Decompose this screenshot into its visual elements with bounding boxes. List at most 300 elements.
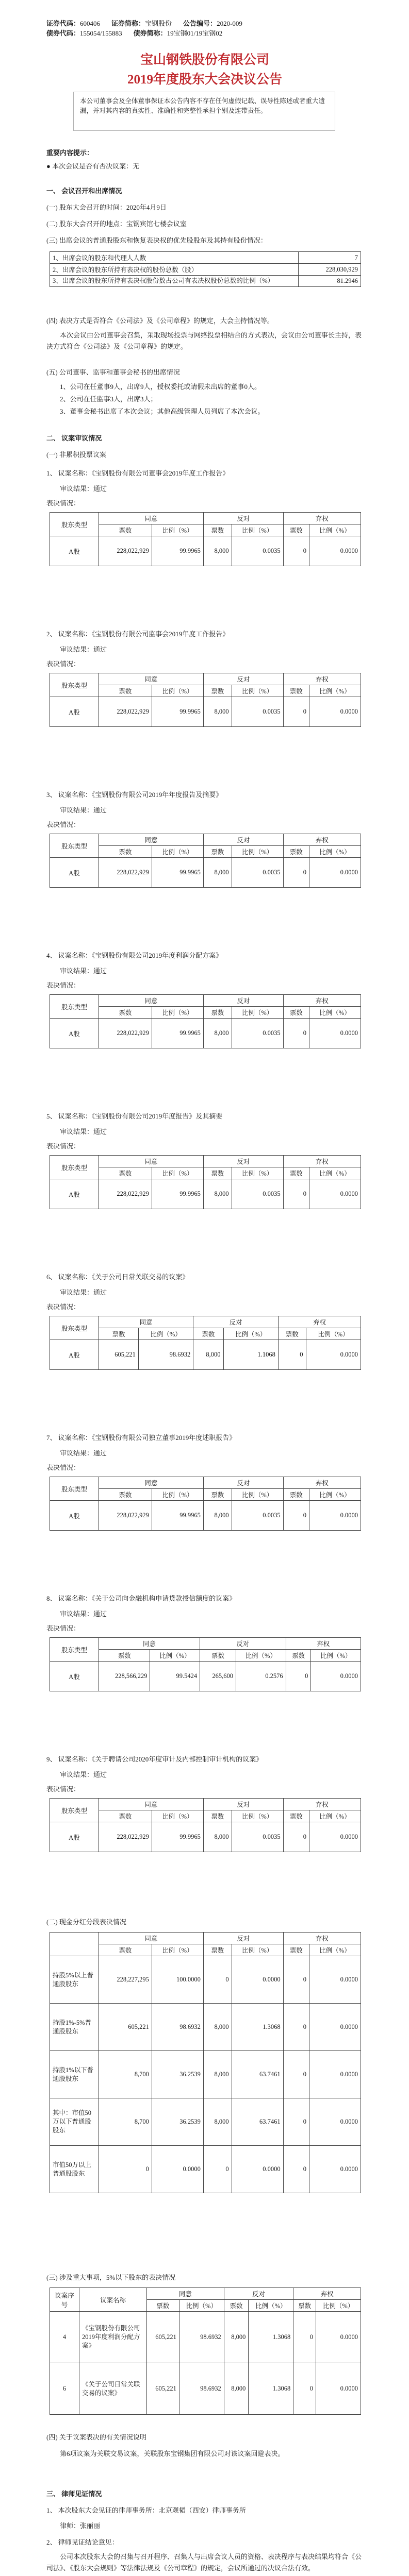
vote-table: [50, 994, 361, 1048]
against-ratio: 0.0035: [232, 1179, 283, 1209]
count-header: 票数: [283, 846, 309, 858]
abstain-count: 0: [283, 2146, 309, 2193]
segment-label: 持股1%以下普通股股东: [50, 2051, 99, 2098]
ratio-header: 比例（%）: [311, 1650, 361, 1662]
ratio-header: 比例（%）: [152, 1810, 203, 1822]
table-row: [50, 2004, 361, 2051]
type-header: 股东类型: [50, 1477, 99, 1501]
table-row: [50, 1340, 361, 1370]
stock-code: 证券代码：600406: [46, 20, 101, 27]
count-header: 票数: [283, 685, 309, 697]
review-result: 审议结果：通过: [60, 485, 107, 493]
abstain-ratio: 0.0000: [316, 2363, 361, 2415]
ratio-header: 比例（%）: [309, 1944, 361, 1956]
lawyer-opinion-heading: 2、 律师见证结论意见：: [46, 2538, 119, 2546]
abstain-header: 弃权: [283, 1933, 361, 1944]
abstain-header: 弃权: [283, 1799, 361, 1810]
count-header: 票数: [99, 1650, 150, 1662]
against-header: 反对: [203, 834, 283, 846]
ratio-header: 比例（%）: [232, 524, 283, 536]
abstain-count: 0: [283, 697, 309, 727]
resolution-name: 8、 议案名称：《关于公司向金融机构申请贷款授信额度的议案》: [46, 1595, 236, 1602]
document-header: [46, 19, 363, 38]
count-header: 票数: [99, 524, 152, 536]
important-heading: 重要内容提示：: [46, 149, 94, 157]
abstain-ratio: 0.0000: [316, 2312, 361, 2363]
ratio-header: 比例（%）: [232, 846, 283, 858]
vote-label: 表决情况：: [46, 499, 80, 507]
count-header: 票数: [293, 2300, 316, 2312]
law-firm: 1、 本次股东大会见证的律师事务所：北京观韬（西安）律师事务所: [46, 2506, 246, 2514]
meeting-location: (二) 股东大会召开的地点：宝钢宾馆七楼会议室: [46, 220, 187, 228]
agree-count: 228,022,929: [99, 1019, 152, 1048]
proposal-no: 4: [50, 2312, 79, 2363]
abstain-header: 弃权: [283, 834, 361, 846]
ratio-header: 比例（%）: [306, 1328, 361, 1340]
ratio-header: 比例（%）: [309, 846, 361, 858]
share-type: A股: [50, 1340, 99, 1370]
review-result: 审议结果：通过: [60, 646, 107, 653]
ratio-header: 比例（%）: [152, 846, 203, 858]
count-header: 票数: [99, 846, 152, 858]
ratio-header: 比例（%）: [152, 1167, 203, 1179]
resolution-name: 2、 议案名称：《宝钢股份有限公司监事会2019年度工作报告》: [46, 630, 230, 638]
agree-ratio: 99.9965: [152, 1019, 203, 1048]
table-row: [50, 536, 361, 566]
table-row: [50, 264, 361, 276]
review-result: 审议结果：通过: [60, 1128, 107, 1136]
agree-ratio: 98.6932: [179, 2312, 224, 2363]
count-header: 票数: [203, 846, 232, 858]
table-row: [50, 1933, 361, 1944]
proposal-name-header: 议案名称: [79, 2288, 147, 2312]
count-header: 票数: [224, 2300, 249, 2312]
vote-table: [50, 1316, 361, 1370]
vote-label: 表决情况：: [46, 1142, 80, 1150]
against-header: 反对: [200, 1638, 286, 1650]
type-header: 股东类型: [50, 834, 99, 858]
against-count: 8,000: [203, 2004, 232, 2051]
table-row: [50, 1501, 361, 1531]
against-count: 8,000: [224, 2363, 249, 2415]
resolution-name: 6、 议案名称：《关于公司日常关联交易的议案》: [46, 1273, 189, 1281]
against-header: 反对: [203, 995, 283, 1007]
against-count: 8,000: [203, 2098, 232, 2146]
abstain-count: 0: [283, 1501, 309, 1531]
table-row: [50, 1822, 361, 1852]
against-ratio: 0.0000: [232, 1956, 283, 2004]
agree-count: 605,221: [99, 1340, 139, 1370]
against-count: 0: [203, 1956, 232, 2004]
ratio-header: 比例（%）: [236, 1650, 286, 1662]
lawyer-opinion-body: 公司本次股东大会的召集与召开程序、召集人与出席会议人员的资格、表决程序与表决结果均符合《公司法》、《股东大会规则》等法律法规及《公司章程》的规定，会议所通过的决议合法有效。: [46, 2553, 362, 2572]
lawyer: 律师：张丽丽: [60, 2522, 101, 2530]
share-type: A股: [50, 1179, 99, 1209]
agree-ratio: 99.9965: [152, 858, 203, 888]
segment-label: 持股5%以上普通股股东: [50, 1956, 99, 2004]
officer-item: 3、董事会秘书出席了本次会议；其他高级管理人员列席了本次会议。: [60, 408, 265, 415]
abstain-ratio: 0.0000: [309, 536, 361, 566]
vote-label: 表决情况：: [46, 660, 80, 668]
abstain-ratio: 0.0000: [309, 1822, 361, 1852]
proposal-name: 《宝钢股份有限公司2019年度利润分配方案》: [79, 2312, 147, 2363]
vote-table: [50, 834, 361, 888]
count-header: 票数: [203, 685, 232, 697]
vote-table: [50, 673, 361, 727]
abstain-count: 0: [283, 1019, 309, 1048]
table-row: [50, 1156, 361, 1167]
ratio-header: 比例（%）: [232, 1810, 283, 1822]
against-count: 8,000: [203, 1501, 232, 1531]
against-count: 8,000: [203, 1822, 232, 1852]
review-result: 审议结果：通过: [60, 1610, 107, 1618]
company-title: 宝山钢铁股份有限公司: [140, 53, 269, 67]
agree-header: 同意: [99, 1316, 193, 1328]
table-row: [50, 995, 361, 1007]
share-type: A股: [50, 1501, 99, 1531]
vote-table: [50, 512, 361, 566]
abstain-ratio: 0.0000: [309, 2051, 361, 2098]
review-result: 审议结果：通过: [60, 806, 107, 814]
share-type: A股: [50, 1019, 99, 1048]
ratio-header: 比例（%）: [152, 1489, 203, 1501]
table-row: [50, 858, 361, 888]
review-result: 审议结果：通过: [60, 1289, 107, 1296]
agree-count: 228,022,929: [99, 1179, 152, 1209]
officer-item: 2、公司在任监事3人，出席3人；: [60, 395, 157, 403]
abstain-header: 弃权: [286, 1638, 361, 1650]
agree-header: 同意: [99, 513, 204, 524]
against-count: 8,000: [224, 2312, 249, 2363]
against-ratio: 0.0000: [232, 2146, 283, 2193]
against-ratio: 0.0035: [232, 697, 283, 727]
agree-count: 228,022,929: [99, 1501, 152, 1531]
count-header: 票数: [147, 2300, 179, 2312]
table-row: [50, 2312, 361, 2363]
ratio-header: 比例（%）: [309, 1489, 361, 1501]
important-item: ● 本次会议是否有否决议案：无: [46, 162, 140, 170]
against-count: 8,000: [203, 858, 232, 888]
table-row: [50, 2051, 361, 2098]
against-count: 8,000: [203, 1179, 232, 1209]
section-1-heading: 一、 会议召开和出席情况: [46, 187, 122, 195]
meeting-date: (一) 股东大会召开的时间：2020年4月9日: [46, 204, 167, 211]
voting-method-body: 本次会议由公司董事会召集，采取现场投票与网络投票相结合的方式表决，会议由公司董事长主持，表决方式符合《公司法》及《公司章程》的规定。: [46, 331, 362, 350]
ratio-header: 比例（%）: [232, 1007, 283, 1019]
count-header: 票数: [283, 1489, 309, 1501]
abstain-count: 0: [286, 1662, 311, 1691]
abstain-header: 弃权: [293, 2288, 361, 2300]
abstain-count: 0: [283, 2051, 309, 2098]
agree-header: 同意: [99, 673, 204, 685]
against-header: 反对: [203, 1799, 283, 1810]
attendance-label: 3、出席会议的股东所持有表决权股份数占公司有表决权股份总数的比例（%）: [50, 276, 299, 287]
table-row: [50, 1662, 361, 1691]
section-2-heading: 二、 议案审议情况: [46, 434, 102, 442]
agree-header: 同意: [99, 1933, 204, 1944]
abstain-header: 弃权: [283, 673, 361, 685]
review-result: 审议结果：通过: [60, 967, 107, 975]
share-type: A股: [50, 1822, 99, 1852]
explanation-body: 第6项议案为关联交易议案，关联股东宝钢集团有限公司对该议案回避表决。: [60, 2450, 285, 2458]
count-header: 票数: [200, 1650, 236, 1662]
cash-dividend-table: [50, 1932, 361, 2193]
abstain-count: 0: [293, 2312, 316, 2363]
against-count: 8,000: [193, 1340, 223, 1370]
agree-header: 同意: [99, 1799, 204, 1810]
segment-header: [50, 1933, 99, 1956]
stock-abbr: 证券简称：宝钢股份: [111, 20, 172, 27]
count-header: 票数: [283, 1167, 309, 1179]
type-header: 股东类型: [50, 1316, 99, 1340]
agree-count: 228,022,929: [99, 697, 152, 727]
abstain-ratio: 0.0000: [309, 1501, 361, 1531]
abstain-count: 0: [283, 1822, 309, 1852]
count-header: 票数: [203, 1944, 232, 1956]
ratio-header: 比例（%）: [316, 2300, 361, 2312]
ratio-header: 比例（%）: [152, 1944, 203, 1956]
count-header: 票数: [99, 1328, 139, 1340]
count-header: 票数: [203, 1167, 232, 1179]
resolution-name: 5、 议案名称：《宝钢股份有限公司2019年度报告》及其摘要: [46, 1112, 223, 1120]
table-row: [50, 697, 361, 727]
count-header: 票数: [203, 1007, 232, 1019]
agree-header: 同意: [147, 2288, 224, 2300]
vote-label: 表决情况：: [46, 821, 80, 828]
against-ratio: 1.1068: [223, 1340, 278, 1370]
ratio-header: 比例（%）: [232, 685, 283, 697]
count-header: 票数: [283, 524, 309, 536]
voting-method-question: (四) 表决方式是否符合《公司法》及《公司章程》的规定，大会主持情况等。: [46, 317, 274, 325]
section-3-heading: 三、 律师见证情况: [46, 2490, 102, 2498]
agree-count: 605,221: [147, 2312, 179, 2363]
agree-ratio: 99.9965: [152, 1822, 203, 1852]
abstain-count: 0: [293, 2363, 316, 2415]
ratio-header: 比例（%）: [249, 2300, 293, 2312]
table-row: [50, 2288, 361, 2300]
bond-abbr: 债券简称：19宝钢01/19宝钢02: [133, 29, 223, 37]
ratio-header: 比例（%）: [309, 685, 361, 697]
agree-count: 228,022,929: [99, 858, 152, 888]
abstain-count: 0: [283, 2098, 309, 2146]
against-count: 8,000: [203, 536, 232, 566]
type-header: 股东类型: [50, 513, 99, 536]
abstain-count: 0: [283, 1956, 309, 2004]
count-header: 票数: [99, 1944, 152, 1956]
abstain-count: 0: [283, 2004, 309, 2051]
type-header: 股东类型: [50, 1638, 99, 1662]
count-header: 票数: [99, 1810, 152, 1822]
proposal-no-header: 议案序号: [50, 2288, 79, 2312]
count-header: 票数: [286, 1650, 311, 1662]
ratio-header: 比例（%）: [309, 1167, 361, 1179]
agree-header: 同意: [99, 995, 204, 1007]
major-matters-heading: (三) 涉及重大事项，5%以下股东的表决情况: [46, 2274, 176, 2281]
agree-ratio: 0.0000: [152, 2146, 203, 2193]
abstain-count: 0: [283, 536, 309, 566]
major-matters-table: [50, 2287, 361, 2415]
ratio-header: 比例（%）: [223, 1328, 278, 1340]
against-ratio: 0.0035: [232, 1019, 283, 1048]
abstain-header: 弃权: [283, 1156, 361, 1167]
agree-ratio: 99.9965: [152, 536, 203, 566]
share-type: A股: [50, 536, 99, 566]
table-row: [50, 2098, 361, 2146]
agree-ratio: 98.6932: [138, 1340, 193, 1370]
count-header: 票数: [99, 685, 152, 697]
abstain-count: 0: [283, 1179, 309, 1209]
table-row: [50, 1799, 361, 1810]
count-header: 票数: [283, 1810, 309, 1822]
attendance-table: [50, 251, 361, 287]
ratio-header: 比例（%）: [152, 524, 203, 536]
against-ratio: 63.7461: [232, 2051, 283, 2098]
abstain-header: 弃权: [283, 1477, 361, 1489]
agree-header: 同意: [99, 1477, 204, 1489]
against-count: 265,600: [200, 1662, 236, 1691]
review-result: 审议结果：通过: [60, 1771, 107, 1778]
attendance-label: 1、出席会议的股东和代理人人数: [50, 252, 299, 264]
agree-count: 8,700: [99, 2051, 152, 2098]
agree-count: 228,566,229: [99, 1662, 150, 1691]
proposal-no: 6: [50, 2363, 79, 2415]
agree-header: 同意: [99, 1638, 200, 1650]
against-header: 反对: [203, 1477, 283, 1489]
table-row: [50, 2363, 361, 2415]
abstain-ratio: 0.0000: [309, 858, 361, 888]
ratio-header: 比例（%）: [309, 524, 361, 536]
agree-ratio: 98.6932: [152, 2004, 203, 2051]
notice-number: 公告编号：2020-009: [183, 20, 242, 27]
count-header: 票数: [203, 1810, 232, 1822]
resolution-name: 3、 议案名称：《宝钢股份有限公司2019年年度报告及摘要》: [46, 791, 223, 799]
agree-ratio: 99.9965: [152, 697, 203, 727]
agree-count: 228,022,929: [99, 1822, 152, 1852]
agree-count: 228,022,929: [99, 536, 152, 566]
resolution-name: 1、 议案名称：《宝钢股份有限公司董事会2019年度工作报告》: [46, 469, 230, 477]
vote-table: [50, 1798, 361, 1852]
ratio-header: 比例（%）: [232, 1167, 283, 1179]
resolution-name: 9、 议案名称：《关于聘请公司2020年度审计及内部控制审计机构的议案》: [46, 1755, 263, 1763]
against-ratio: 0.0035: [232, 858, 283, 888]
non-cumulative-heading: (一) 非累积投票议案: [46, 451, 106, 459]
against-ratio: 0.2576: [236, 1662, 286, 1691]
abstain-ratio: 0.0000: [309, 1179, 361, 1209]
type-header: 股东类型: [50, 995, 99, 1019]
proposal-name: 《关于公司日常关联交易的议案》: [79, 2363, 147, 2415]
vote-table: [50, 1477, 361, 1531]
against-ratio: 1.3068: [232, 2004, 283, 2051]
table-row: [50, 252, 361, 264]
vote-label: 表决情况：: [46, 1464, 80, 1471]
agree-ratio: 36.2539: [152, 2098, 203, 2146]
abstain-count: 0: [278, 1340, 306, 1370]
type-header: 股东类型: [50, 1799, 99, 1822]
review-result: 审议结果：通过: [60, 1449, 107, 1457]
against-ratio: 1.3068: [249, 2312, 293, 2363]
count-header: 票数: [283, 1944, 309, 1956]
abstain-ratio: 0.0000: [309, 1019, 361, 1048]
table-row: [50, 1477, 361, 1489]
segment-label: 持股1%-5%普通股股东: [50, 2004, 99, 2051]
table-row: [50, 2146, 361, 2193]
vote-label: 表决情况：: [46, 1624, 80, 1632]
ratio-header: 比例（%）: [152, 1007, 203, 1019]
table-row: [50, 673, 361, 685]
against-ratio: 0.0035: [232, 1501, 283, 1531]
agree-ratio: 98.6932: [179, 2363, 224, 2415]
type-header: 股东类型: [50, 1156, 99, 1179]
type-header: 股东类型: [50, 673, 99, 697]
against-count: 0: [203, 2146, 232, 2193]
share-type: A股: [50, 1662, 99, 1691]
abstain-header: 弃权: [278, 1316, 361, 1328]
count-header: 票数: [193, 1328, 223, 1340]
vote-label: 表决情况：: [46, 981, 80, 989]
attendance-label: 2、出席会议的股东所持有表决权的股份总数（股）: [50, 264, 299, 276]
against-count: 8,000: [203, 697, 232, 727]
resolution-name: 4、 议案名称：《宝钢股份有限公司2019年度利润分配方案》: [46, 952, 223, 959]
agree-ratio: 99.9965: [152, 1501, 203, 1531]
count-header: 票数: [99, 1489, 152, 1501]
ratio-header: 比例（%）: [232, 1944, 283, 1956]
against-ratio: 0.0035: [232, 1822, 283, 1852]
table-row: [50, 1179, 361, 1209]
against-header: 反对: [193, 1316, 279, 1328]
count-header: 票数: [278, 1328, 306, 1340]
share-type: A股: [50, 858, 99, 888]
ratio-header: 比例（%）: [152, 685, 203, 697]
against-ratio: 1.3068: [249, 2363, 293, 2415]
ratio-header: 比例（%）: [179, 2300, 224, 2312]
document-title: 2019年度股东大会决议公告: [127, 73, 282, 87]
table-row: [50, 513, 361, 524]
attendance-intro: (三) 出席会议的普通股股东和恢复表决权的优先股股东及其持有股份情况：: [46, 236, 267, 244]
against-header: 反对: [224, 2288, 293, 2300]
against-header: 反对: [203, 513, 283, 524]
agree-count: 605,221: [147, 2363, 179, 2415]
attendance-officers: (五) 公司董事、监事和董事会秘书的出席情况: [46, 368, 180, 376]
against-ratio: 63.7461: [232, 2098, 283, 2146]
against-count: 8,000: [203, 2051, 232, 2098]
bond-code: 债券代码：155054/155883: [46, 29, 122, 37]
agree-ratio: 99.9965: [152, 1179, 203, 1209]
abstain-ratio: 0.0000: [311, 1662, 361, 1691]
responsibility-notice: 本公司董事会及全体董事保证本公告内容不存在任何虚假记载、误导性陈述或者重大遗漏，并对其内容的真实性、准确性和完整性承担个别及连带责任。: [73, 92, 335, 131]
agree-count: 0: [99, 2146, 152, 2193]
table-row: [50, 1638, 361, 1650]
ratio-header: 比例（%）: [150, 1650, 200, 1662]
segment-label: 其中：市值50万以下普通股股东: [50, 2098, 99, 2146]
against-header: 反对: [203, 1156, 283, 1167]
attendance-value: 7: [299, 252, 361, 264]
segment-label: 市值50万以上普通股股东: [50, 2146, 99, 2193]
abstain-header: 弃权: [283, 995, 361, 1007]
ratio-header: 比例（%）: [309, 1007, 361, 1019]
table-row: [50, 1316, 361, 1328]
abstain-ratio: 0.0000: [309, 697, 361, 727]
agree-header: 同意: [99, 834, 204, 846]
count-header: 票数: [99, 1007, 152, 1019]
vote-label: 表决情况：: [46, 1785, 80, 1793]
abstain-ratio: 0.0000: [309, 2098, 361, 2146]
ratio-header: 比例（%）: [309, 1810, 361, 1822]
against-ratio: 0.0035: [232, 536, 283, 566]
ratio-header: 比例（%）: [232, 1489, 283, 1501]
vote-table: [50, 1155, 361, 1209]
attendance-value: 81.2946: [299, 276, 361, 287]
agree-ratio: 36.2539: [152, 2051, 203, 2098]
